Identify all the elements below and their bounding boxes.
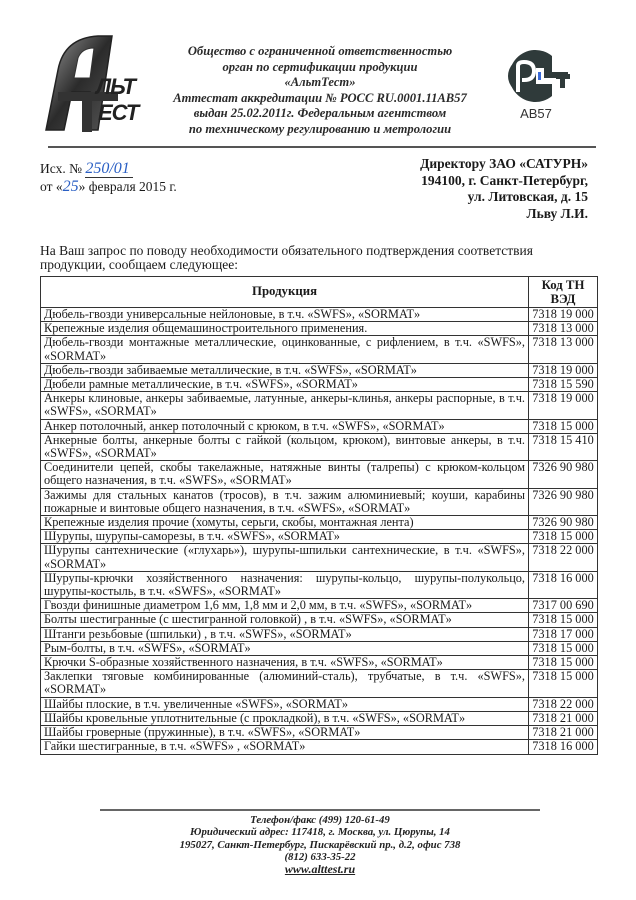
table-row bbox=[41, 322, 598, 336]
table-row bbox=[41, 419, 598, 433]
addressee-line: 194100, г. Санкт-Петербург, bbox=[421, 172, 588, 188]
product-name: Соединители цепей, скобы такелажные, натяжные винты (талрепы) с крюком-кольцом общего назначения, в т.ч. «SWFS», «SORMAT» bbox=[41, 461, 529, 488]
footer-contacts bbox=[100, 814, 540, 875]
product-name: Гвозди финишные диаметром 1,6 мм, 1,8 мм и 2,0 мм, в т.ч. «SWFS», «SORMAT» bbox=[41, 599, 529, 613]
ref-number-label: Исх. № bbox=[40, 161, 82, 176]
tn-ved-code: 7318 17 000 bbox=[529, 627, 598, 641]
tn-ved-code: 7318 19 000 bbox=[529, 392, 598, 419]
column-header-product: Продукция bbox=[41, 277, 529, 308]
tn-ved-code: 7318 13 000 bbox=[529, 336, 598, 363]
table-row bbox=[41, 726, 598, 740]
product-name: Анкер потолочный, анкер потолочный с крюком, в т.ч. «SWFS», «SORMAT» bbox=[41, 419, 529, 433]
product-name: Заклепки тяговые комбинированные (алюминий-сталь), трубчатые, в т.ч. «SWFS», «SORMAT» bbox=[41, 670, 529, 697]
ref-date-day-handwritten: 25 bbox=[62, 178, 79, 195]
intro-paragraph: На Ваш запрос по поводу необходимости обязательного подтверждения соответствия продукции, сообщаем следующее: bbox=[40, 243, 533, 272]
org-line: по техническому регулированию и метрологии bbox=[188, 121, 452, 136]
footer-legal-address: Юридический адрес: 117418, г. Москва, ул. Цюрупы, 14 bbox=[190, 826, 450, 839]
table-row bbox=[41, 740, 598, 754]
tn-ved-code: 7318 15 000 bbox=[529, 419, 598, 433]
org-line: Аттестат аккредитации № РОСС RU.0001.11АВ57 bbox=[173, 90, 467, 105]
logo-text-1: ЛЬТ bbox=[96, 74, 135, 99]
tn-ved-code: 7317 00 690 bbox=[529, 599, 598, 613]
addressee-line: ул. Литовская, д. 15 bbox=[467, 189, 588, 204]
ref-date-prefix: от « bbox=[40, 179, 63, 194]
tn-ved-code: 7318 13 000 bbox=[529, 322, 598, 336]
table-row bbox=[41, 711, 598, 725]
product-name: Анкерные болты, анкерные болты с гайкой (кольцом, крюком), винтовые анкеры, в т.ч. «SWFS», «SORMAT» bbox=[41, 433, 529, 460]
table-row bbox=[41, 641, 598, 655]
table-row bbox=[41, 392, 598, 419]
table-row bbox=[41, 697, 598, 711]
product-name: Гайки шестигранные, в т.ч. «SWFS» , «SORMAT» bbox=[41, 740, 529, 754]
logo-text-2: ЕСТ bbox=[98, 100, 139, 125]
product-name: Рым-болты, в т.ч. «SWFS», «SORMAT» bbox=[41, 641, 529, 655]
product-name: Шайбы плоские, в т.ч. увеличенные «SWFS», «SORMAT» bbox=[41, 697, 529, 711]
product-name: Крепежные изделия общемашиностроительного применения. bbox=[41, 322, 529, 336]
table-row bbox=[41, 308, 598, 322]
table-row bbox=[41, 544, 598, 571]
org-line: орган по сертификации продукции bbox=[222, 59, 418, 74]
tn-ved-code: 7318 15 000 bbox=[529, 670, 598, 697]
product-name: Дюбели рамные металлические, в т.ч. «SWFS», «SORMAT» bbox=[41, 378, 529, 392]
table-row bbox=[41, 670, 598, 697]
footer-divider bbox=[100, 809, 540, 811]
table-row bbox=[41, 336, 598, 363]
footer-phone: Телефон/факс (499) 120-61-49 bbox=[250, 814, 390, 826]
product-name: Болты шестигранные (с шестигранной головкой) , в т.ч. «SWFS», «SORMAT» bbox=[41, 613, 529, 627]
product-name: Шурупы-крючки хозяйственного назначения: шурупы-кольцо, шурупы-полукольцо, шурупы-костыль, в т.ч. «SWFS», «SORMAT» bbox=[41, 571, 529, 598]
tn-ved-code: 7326 90 980 bbox=[529, 461, 598, 488]
tn-ved-code: 7326 90 980 bbox=[529, 488, 598, 515]
product-name: Шайбы гроверные (пружинные), в т.ч. «SWFS», «SORMAT» bbox=[41, 726, 529, 740]
tn-ved-code: 7318 21 000 bbox=[529, 726, 598, 740]
product-name: Шайбы кровельные уплотнительные (с прокладкой), в т.ч. «SWFS», «SORMAT» bbox=[41, 711, 529, 725]
org-line: выдан 25.02.2011г. Федеральным агентством bbox=[193, 106, 447, 121]
footer-spb-address: 195027, Санкт-Петербург, Пискарёвский пр., д.2, офис 738 bbox=[179, 838, 461, 851]
tn-ved-code: 7318 22 000 bbox=[529, 697, 598, 711]
tn-ved-code: 7318 15 000 bbox=[529, 641, 598, 655]
table-row bbox=[41, 516, 598, 530]
organization-header bbox=[150, 44, 490, 138]
table-row bbox=[41, 627, 598, 641]
tn-ved-code: 7326 90 980 bbox=[529, 516, 598, 530]
product-name: Дюбель-гвозди монтажные металлические, оцинкованные, с рифлением, в т.ч. «SWFS», «SORMAT» bbox=[41, 336, 529, 363]
tn-ved-code: 7318 15 590 bbox=[529, 378, 598, 392]
product-name: Зажимы для стальных канатов (тросов), в т.ч. зажим алюминиевый; коуши, карабины пожарные и винтовые общего назначения, в т.ч. «SWFS», «SORMAT» bbox=[41, 488, 529, 515]
ref-date-suffix: » февраля 2015 г. bbox=[78, 179, 177, 194]
tn-ved-code: 7318 15 000 bbox=[529, 613, 598, 627]
footer-spb-phone: (812) 633-35-22 bbox=[284, 850, 356, 863]
addressee-line: Директору ЗАО «САТУРН» bbox=[420, 156, 588, 171]
product-name: Дюбель-гвозди универсальные нейлоновые, в т.ч. «SWFS», «SORMAT» bbox=[41, 308, 529, 322]
product-name: Штанги резьбовые (шпильки) , в т.ч. «SWFS», «SORMAT» bbox=[41, 627, 529, 641]
product-name: Шурупы сантехнические («глухарь»), шурупы-шпильки сантехнические, в т.ч. «SWFS», «SORMAT» bbox=[41, 544, 529, 571]
outgoing-reference bbox=[40, 160, 177, 195]
addressee-line: Льву Л.И. bbox=[526, 205, 588, 221]
product-name: Крючки S-образные хозяйственного назначения, в т.ч. «SWFS», «SORMAT» bbox=[41, 656, 529, 670]
footer-website-link[interactable]: www.alttest.ru bbox=[284, 862, 356, 877]
tn-ved-code: 7318 15 000 bbox=[529, 530, 598, 544]
gost-code: АВ57 bbox=[520, 106, 552, 121]
gost-mark bbox=[496, 48, 576, 138]
tn-ved-code: 7318 19 000 bbox=[529, 363, 598, 377]
addressee-block bbox=[420, 156, 588, 222]
tn-ved-code: 7318 15 000 bbox=[529, 656, 598, 670]
table-row bbox=[41, 571, 598, 598]
table-row bbox=[41, 599, 598, 613]
product-name: Дюбель-гвозди забиваемые металлические, в т.ч. «SWFS», «SORMAT» bbox=[41, 363, 529, 377]
table-row bbox=[41, 613, 598, 627]
table-row bbox=[41, 433, 598, 460]
table-row bbox=[41, 488, 598, 515]
products-table bbox=[40, 276, 598, 755]
tn-ved-code: 7318 21 000 bbox=[529, 711, 598, 725]
table-row bbox=[41, 461, 598, 488]
table-row bbox=[41, 363, 598, 377]
tn-ved-code: 7318 16 000 bbox=[529, 740, 598, 754]
table-row bbox=[41, 378, 598, 392]
column-header-code: Код ТН ВЭД bbox=[529, 277, 598, 308]
product-name: Шурупы, шурупы-саморезы, в т.ч. «SWFS», «SORMAT» bbox=[41, 530, 529, 544]
tn-ved-code: 7318 16 000 bbox=[529, 571, 598, 598]
tn-ved-code: 7318 22 000 bbox=[529, 544, 598, 571]
table-header-row bbox=[41, 277, 598, 308]
ref-number-handwritten: 250/01 bbox=[85, 160, 130, 177]
tn-ved-code: 7318 19 000 bbox=[529, 308, 598, 322]
header-divider bbox=[48, 146, 596, 148]
org-line: «АльтТест» bbox=[284, 75, 356, 90]
table-row bbox=[41, 656, 598, 670]
alttest-logo-icon bbox=[28, 30, 148, 135]
tn-ved-code: 7318 15 410 bbox=[529, 433, 598, 460]
rst-certification-mark-icon bbox=[496, 48, 576, 104]
product-name: Анкеры клиновые, анкеры забиваемые, латунные, анкеры-клинья, анкеры распорные, в т.ч. «SWFS», «SORMAT» bbox=[41, 392, 529, 419]
table-row bbox=[41, 530, 598, 544]
product-name: Крепежные изделия прочие (хомуты, серьги, скобы, монтажная лента) bbox=[41, 516, 529, 530]
org-line: Общество с ограниченной ответственностью bbox=[187, 44, 453, 58]
